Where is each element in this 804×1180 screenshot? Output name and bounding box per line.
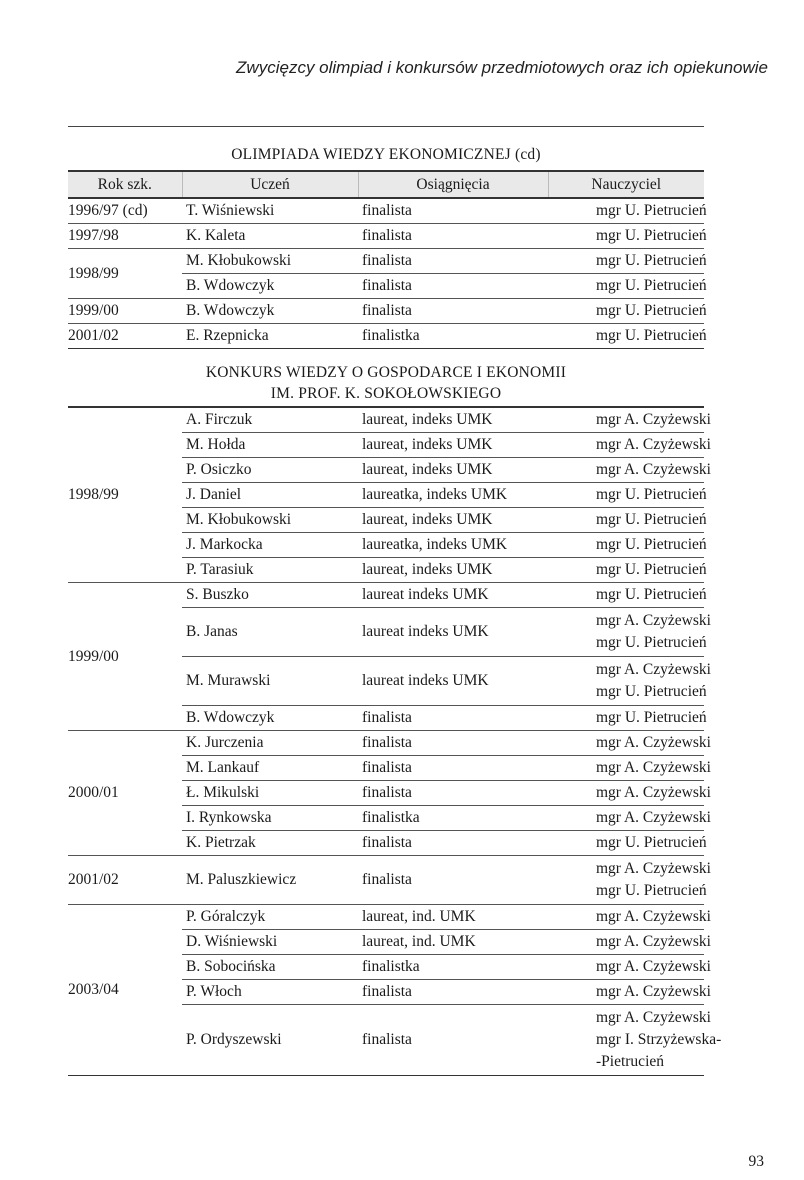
teacher-line: mgr U. Pietrucień — [596, 634, 707, 651]
table-row — [68, 731, 704, 756]
student-cell: M. Lankauf — [182, 756, 358, 781]
year-cell: 2001/02 — [68, 324, 182, 349]
table-row — [68, 324, 704, 349]
teacher-cell: mgr A. Czyżewski — [548, 980, 704, 1005]
page-number: 93 — [748, 1153, 764, 1170]
achievement-cell: finalistka — [358, 955, 548, 980]
student-cell: B. Wdowczyk — [182, 274, 358, 299]
achievement-cell: finalista — [358, 831, 548, 856]
achievement-cell: laureat, indeks UMK — [358, 508, 548, 533]
header-teacher: Nauczyciel — [548, 171, 704, 198]
teacher-line: -Pietrucień — [596, 1053, 665, 1070]
student-cell: Ł. Mikulski — [182, 781, 358, 806]
section2-title-line1: KONKURS WIEDZY O GOSPODARCE I EKONOMII — [205, 364, 567, 381]
achievement-cell: laureatka, indeks UMK — [358, 483, 548, 508]
student-cell: S. Buszko — [182, 583, 358, 608]
achievement-cell: finalista — [358, 224, 548, 249]
table-row — [68, 856, 704, 905]
teacher-line: mgr A. Czyżewski — [596, 661, 711, 678]
student-cell: P. Tarasiuk — [182, 558, 358, 583]
achievement-cell: finalista — [358, 1005, 548, 1076]
achievement-cell: laureat, indeks UMK — [358, 458, 548, 483]
year-cell: 2000/01 — [68, 731, 182, 856]
teacher-cell: mgr U. Pietrucień — [548, 198, 704, 224]
teacher-cell: mgr A. Czyżewski — [548, 458, 704, 483]
achievement-cell: finalista — [358, 756, 548, 781]
student-cell: J. Daniel — [182, 483, 358, 508]
student-cell: D. Wiśniewski — [182, 930, 358, 955]
header-achievement: Osiągnięcia — [358, 171, 548, 198]
achievement-cell: finalistka — [358, 806, 548, 831]
student-cell: B. Wdowczyk — [182, 299, 358, 324]
section1-title: OLIMPIADA WIEDZY EKONOMICZNEJ (cd) — [231, 146, 541, 163]
student-cell: M. Hołda — [182, 433, 358, 458]
teacher-cell: mgr A. Czyżewski — [548, 930, 704, 955]
year-cell: 2003/04 — [68, 905, 182, 1076]
year-cell: 1999/00 — [68, 583, 182, 731]
student-cell: B. Janas — [182, 608, 358, 657]
teacher-cell: mgr U. Pietrucień — [548, 558, 704, 583]
teacher-line: mgr U. Pietrucień — [596, 882, 707, 899]
teacher-cell: mgr A. Czyżewski — [548, 905, 704, 930]
year-cell: 1998/99 — [68, 407, 182, 583]
student-cell: M. Kłobukowski — [182, 249, 358, 274]
student-cell: P. Góralczyk — [182, 905, 358, 930]
achievement-cell: finalistka — [358, 324, 548, 349]
running-head: Zwycięzcy olimpiad i konkursów przedmiotowych oraz ich opiekunowie — [236, 58, 768, 77]
contest-table — [68, 406, 722, 1076]
achievement-cell: finalista — [358, 731, 548, 756]
student-cell: P. Włoch — [182, 980, 358, 1005]
teacher-cell: mgr A. Czyżewski — [548, 756, 704, 781]
achievement-cell: laureat indeks UMK — [358, 583, 548, 608]
olympiad-table — [68, 170, 707, 349]
teacher-cell — [548, 608, 711, 657]
student-cell: I. Rynkowska — [182, 806, 358, 831]
teacher-cell: mgr U. Pietrucień — [548, 583, 704, 608]
student-cell: M. Paluszkiewicz — [182, 856, 358, 905]
achievement-cell: laureat, indeks UMK — [358, 558, 548, 583]
teacher-cell: mgr U. Pietrucień — [548, 224, 704, 249]
teacher-cell: mgr A. Czyżewski — [548, 806, 704, 831]
achievement-cell: finalista — [358, 706, 548, 731]
teacher-cell: mgr A. Czyżewski — [548, 731, 704, 756]
teacher-cell — [548, 1005, 722, 1076]
table-row — [68, 905, 704, 930]
achievement-cell: laureat, indeks UMK — [358, 433, 548, 458]
teacher-cell: mgr A. Czyżewski — [548, 407, 704, 433]
student-cell: M. Murawski — [182, 657, 358, 706]
teacher-cell: mgr A. Czyżewski — [548, 433, 704, 458]
teacher-cell: mgr U. Pietrucień — [548, 274, 704, 299]
year-cell: 1997/98 — [68, 224, 182, 249]
achievement-cell: finalista — [358, 198, 548, 224]
achievement-cell: laureat, indeks UMK — [358, 407, 548, 433]
year-cell: 1999/00 — [68, 299, 182, 324]
top-rule — [68, 126, 704, 127]
year-cell: 1998/99 — [68, 249, 182, 299]
teacher-line: mgr I. Strzyżewska- — [596, 1031, 722, 1048]
table-row — [68, 407, 704, 433]
achievement-cell: finalista — [358, 781, 548, 806]
achievement-cell: laureat, ind. UMK — [358, 930, 548, 955]
student-cell: K. Pietrzak — [182, 831, 358, 856]
student-cell: A. Firczuk — [182, 407, 358, 433]
teacher-cell — [548, 856, 711, 905]
achievement-cell: laureat, ind. UMK — [358, 905, 548, 930]
student-cell: M. Kłobukowski — [182, 508, 358, 533]
achievement-cell: finalista — [358, 856, 548, 905]
teacher-cell: mgr U. Pietrucień — [548, 249, 704, 274]
achievement-cell: laureat indeks UMK — [358, 657, 548, 706]
achievement-cell: finalista — [358, 274, 548, 299]
student-cell: P. Osiczko — [182, 458, 358, 483]
student-cell: E. Rzepnicka — [182, 324, 358, 349]
achievement-cell: laureatka, indeks UMK — [358, 533, 548, 558]
header-student: Uczeń — [182, 171, 358, 198]
teacher-line: mgr A. Czyżewski — [596, 860, 711, 877]
teacher-cell: mgr U. Pietrucień — [548, 706, 704, 731]
table-row — [68, 249, 704, 274]
student-cell: K. Kaleta — [182, 224, 358, 249]
teacher-cell: mgr U. Pietrucień — [548, 483, 704, 508]
table-row — [68, 224, 704, 249]
header-year: Rok szk. — [68, 171, 182, 198]
teacher-line: mgr U. Pietrucień — [596, 683, 707, 700]
year-cell: 2001/02 — [68, 856, 182, 905]
teacher-cell: mgr U. Pietrucień — [548, 324, 704, 349]
achievement-cell: finalista — [358, 249, 548, 274]
student-cell: J. Markocka — [182, 533, 358, 558]
teacher-cell: mgr U. Pietrucień — [548, 533, 704, 558]
teacher-cell: mgr U. Pietrucień — [548, 831, 704, 856]
teacher-line: mgr A. Czyżewski — [596, 612, 711, 629]
teacher-cell — [548, 657, 711, 706]
student-cell: K. Jurczenia — [182, 731, 358, 756]
student-cell: T. Wiśniewski — [182, 198, 358, 224]
student-cell: B. Sobocińska — [182, 955, 358, 980]
teacher-cell: mgr A. Czyżewski — [548, 781, 704, 806]
table-row — [68, 198, 704, 224]
student-cell: P. Ordyszewski — [182, 1005, 358, 1076]
achievement-cell: finalista — [358, 980, 548, 1005]
achievement-cell: finalista — [358, 299, 548, 324]
teacher-cell: mgr U. Pietrucień — [548, 508, 704, 533]
table-row — [68, 299, 704, 324]
teacher-cell: mgr A. Czyżewski — [548, 955, 704, 980]
achievement-cell: laureat indeks UMK — [358, 608, 548, 657]
section2-title-line2: IM. PROF. K. SOKOŁOWSKIEGO — [270, 385, 502, 402]
table-row — [68, 583, 704, 608]
year-cell: 1996/97 (cd) — [68, 198, 182, 224]
teacher-line: mgr A. Czyżewski — [596, 1009, 711, 1026]
table-header-row — [68, 171, 704, 198]
teacher-cell: mgr U. Pietrucień — [548, 299, 704, 324]
student-cell: B. Wdowczyk — [182, 706, 358, 731]
